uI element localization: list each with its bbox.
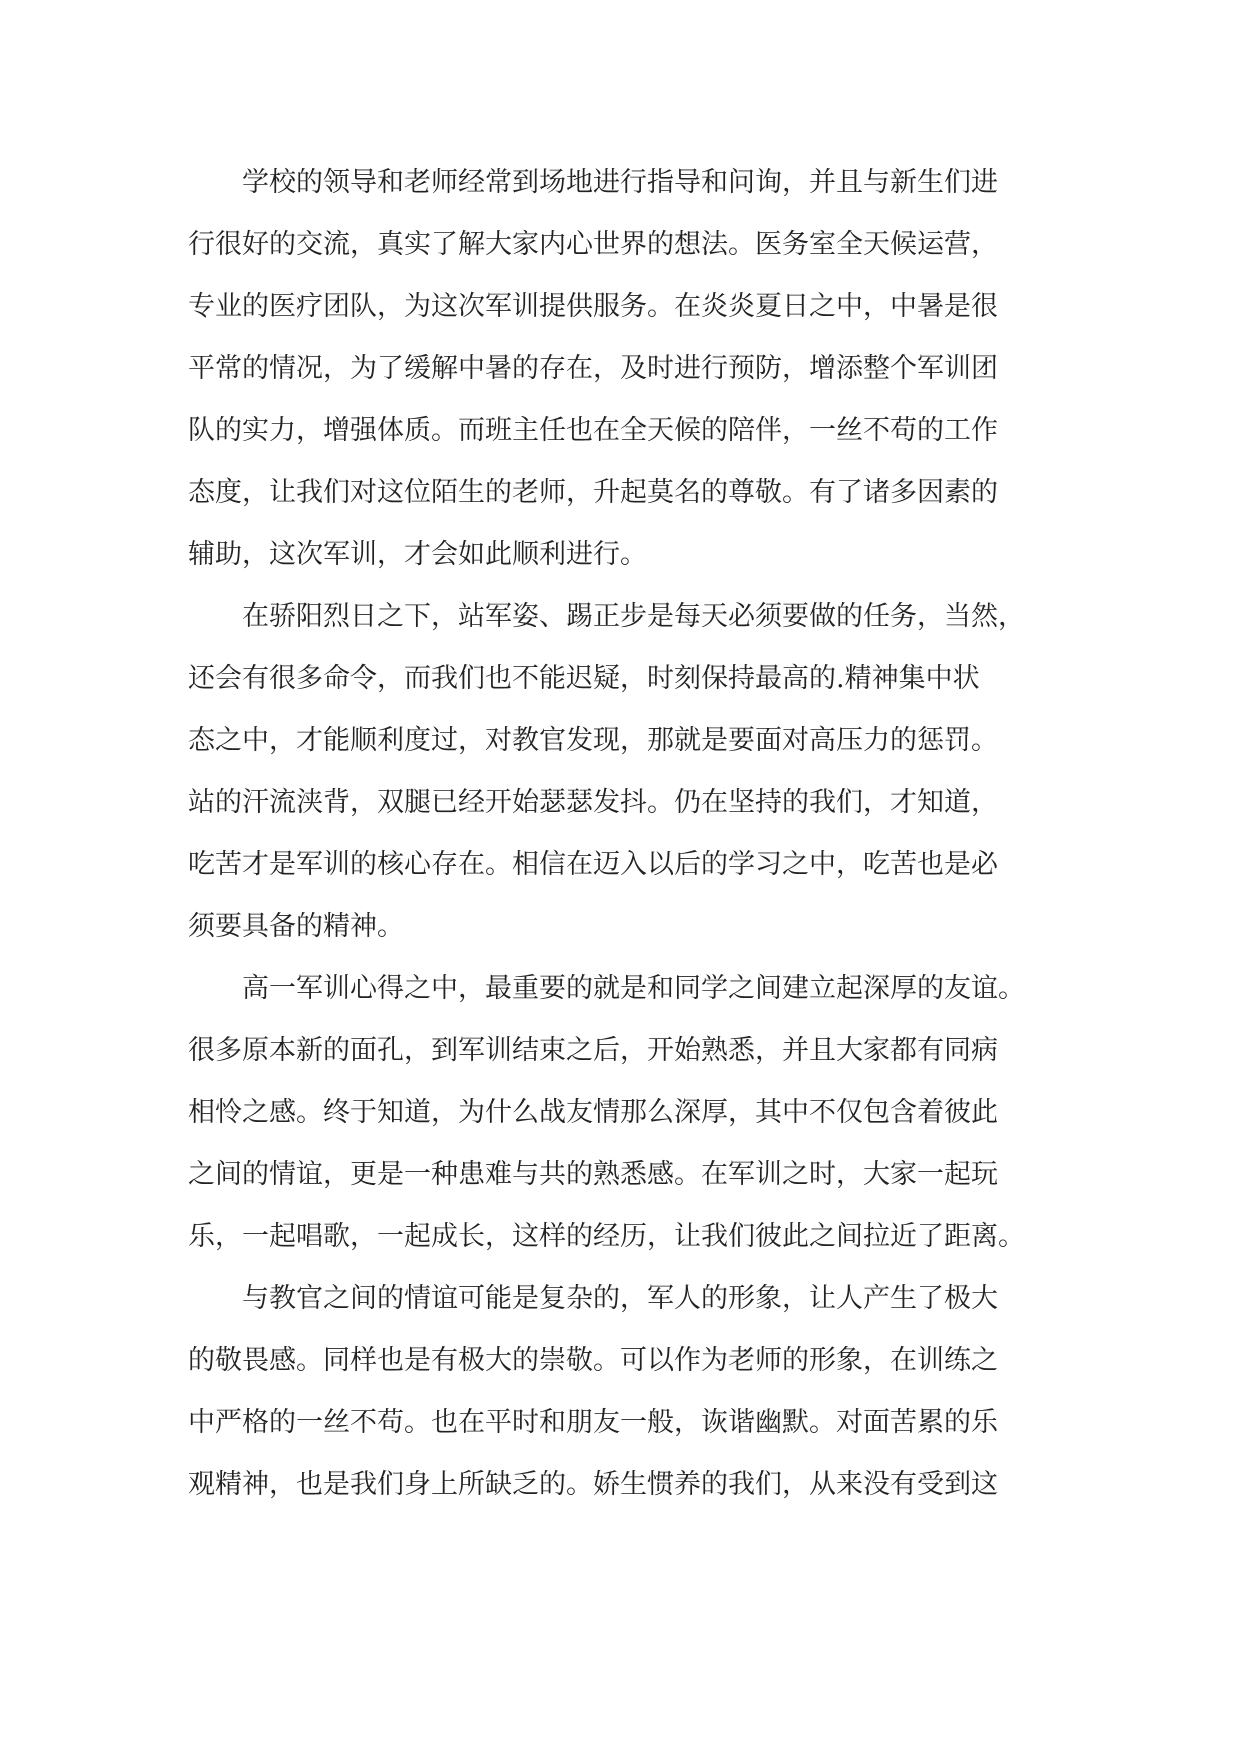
paragraph-3 [188,958,1058,1268]
text-line: 在骄阳烈日之下，站军姿、踢正步是每天必须要做的任务，当然， [188,601,1025,632]
text-line: 须要具备的精神。 [188,911,404,942]
paragraph-1 [188,152,1058,586]
text-line: 乐，一起唱歌，一起成长，这样的经历，让我们彼此之间拉近了距离。 [188,1221,1025,1252]
text-line: 态之中，才能顺利度过，对教官发现，那就是要面对高压力的惩罚。 [188,725,998,756]
text-line: 很多原本新的面孔，到军训结束之后，开始熟悉，并且大家都有同病 [188,1035,998,1066]
text-line: 观精神，也是我们身上所缺乏的。娇生惯养的我们，从来没有受到这 [188,1469,998,1500]
text-line: 平常的情况，为了缓解中暑的存在，及时进行预防，增添整个军训团 [188,353,998,384]
text-line: 与教官之间的情谊可能是复杂的，军人的形象，让人产生了极大 [188,1283,998,1314]
text-line: 态度，让我们对这位陌生的老师，升起莫名的尊敬。有了诸多因素的 [188,477,998,508]
text-line: 中严格的一丝不苟。也在平时和朋友一般，诙谐幽默。对面苦累的乐 [188,1407,998,1438]
text-line: 专业的医疗团队，为这次军训提供服务。在炎炎夏日之中，中暑是很 [188,291,998,322]
text-line: 吃苦才是军训的核心存在。相信在迈入以后的学习之中，吃苦也是必 [188,849,998,880]
text-line: 高一军训心得之中，最重要的就是和同学之间建立起深厚的友谊。 [188,973,1025,1004]
document-body [188,152,1058,1516]
text-line: 站的汗流浃背，双腿已经开始瑟瑟发抖。仍在坚持的我们，才知道， [188,787,998,818]
text-line: 行很好的交流，真实了解大家内心世界的想法。医务室全天候运营， [188,229,998,260]
paragraph-4 [188,1268,1058,1516]
text-line: 的敬畏感。同样也是有极大的崇敬。可以作为老师的形象，在训练之 [188,1345,998,1376]
text-line: 学校的领导和老师经常到场地进行指导和问询，并且与新生们进 [188,167,998,198]
text-line: 队的实力，增强体质。而班主任也在全天候的陪伴，一丝不苟的工作 [188,415,998,446]
paragraph-2 [188,586,1058,958]
text-line: 之间的情谊，更是一种患难与共的熟悉感。在军训之时，大家一起玩 [188,1159,998,1190]
text-line: 辅助，这次军训，才会如此顺利进行。 [188,539,647,570]
text-line: 相怜之感。终于知道，为什么战友情那么深厚，其中不仅包含着彼此 [188,1097,998,1128]
text-line: 还会有很多命令，而我们也不能迟疑，时刻保持最高的.精神集中状 [188,663,980,694]
